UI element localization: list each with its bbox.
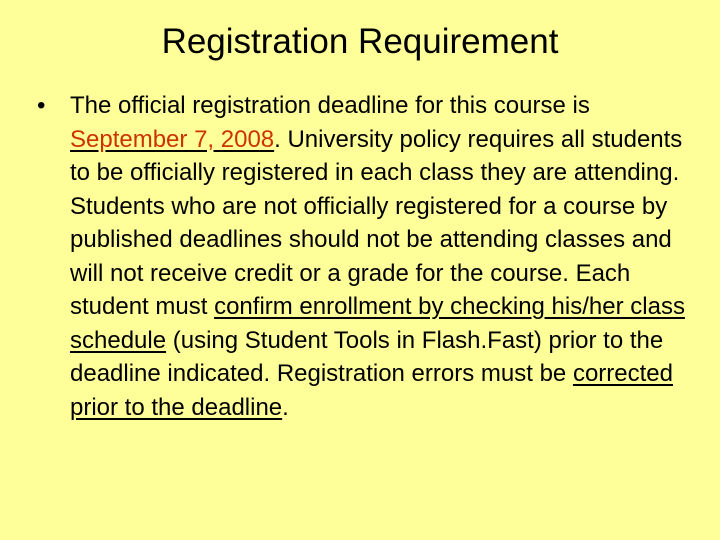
paragraph-text-1: The official registration deadline for this course is — [70, 92, 590, 119]
bullet-item — [37, 89, 687, 424]
paragraph-text-3: (using Student Tools in Flash.Fast) prior to the deadline indicated. Registration errors must be — [70, 326, 664, 387]
confirm-enrollment-phrase: confirm enrollment by checking his/her class schedule — [70, 293, 685, 354]
paragraph-text-4: . — [282, 393, 289, 421]
paragraph-text-2: . University policy requires all students to be officially registered in each class they are attending. Students who are not officially registered for a course by published deadlines should not be attending classes and will not receive credit or a grade for the course. Each student must — [70, 125, 683, 320]
bullet-list — [37, 89, 687, 424]
slide-title: Registration Requirement — [161, 22, 559, 61]
deadline-date: September 7, 2008 — [70, 125, 275, 153]
corrected-phrase: corrected prior to the deadline — [70, 360, 673, 421]
bullet-icon: • — [37, 92, 46, 119]
